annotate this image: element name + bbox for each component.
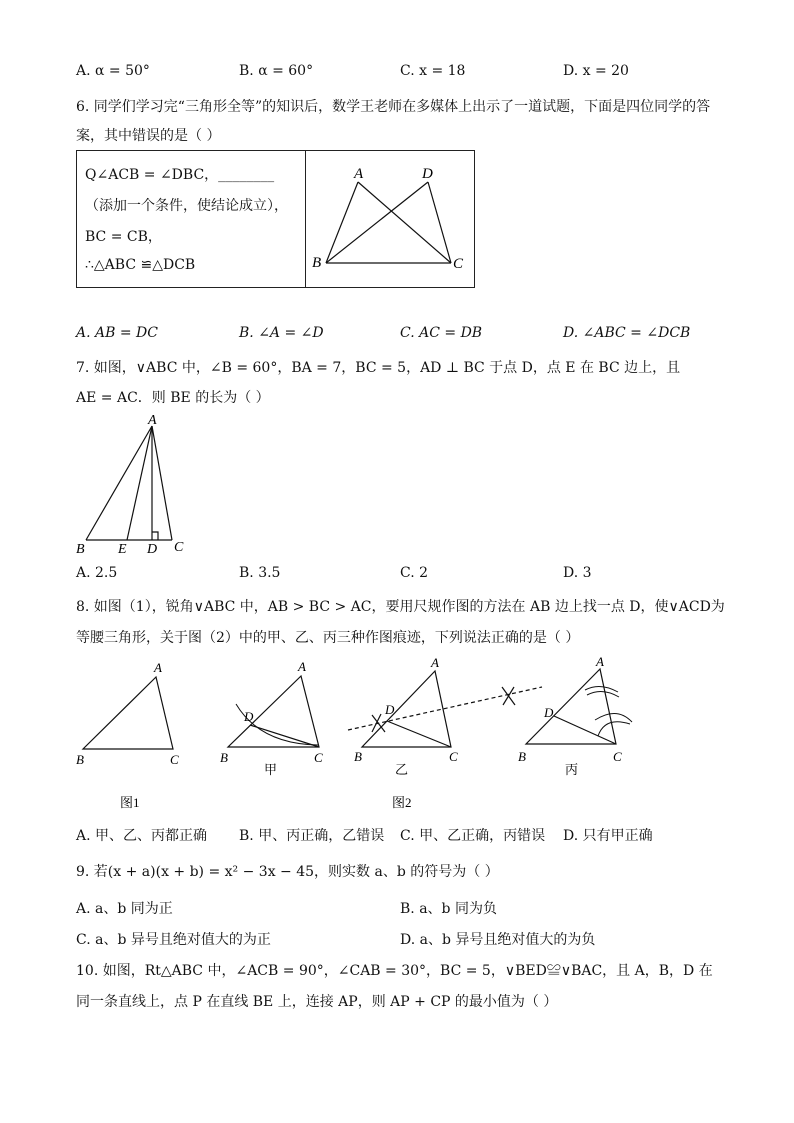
q8-figures: [70, 652, 650, 812]
q8-fig1-label-a: A: [154, 660, 162, 675]
q9-option-a: A. a、b 同为正: [76, 901, 173, 917]
q8-yi-label-a: A: [431, 655, 439, 670]
q8-bing-label-d: D: [544, 705, 554, 720]
q8-bing-label-b: B: [518, 749, 526, 764]
q8-stem-line2: 等腰三角形，关于图（2）中的甲、乙、丙三种作图痕迹，下列说法正确的是（ ）: [76, 630, 580, 646]
q6-problem-box: [76, 150, 475, 288]
q8-yi-label-d: D: [385, 702, 395, 717]
q7-label-d: D: [147, 542, 158, 556]
q8-panel-yi: 乙: [395, 762, 409, 777]
q8-jia-label-b: B: [220, 750, 228, 765]
q7-label-b: B: [76, 542, 85, 556]
q8-jia-label-a: A: [298, 659, 306, 674]
q8-stem-line1: 8. 如图（1），锐角∨ABC 中，AB > BC > AC，要用尺规作图的方法在 AB 边上找一点 D，使∨ACD为: [76, 599, 725, 615]
q6-box-blank: ________: [218, 167, 275, 183]
q8-yi-label-b: B: [354, 749, 362, 764]
q6-label-b: B: [312, 255, 322, 271]
q6-box-line2: （添加一个条件，使结论成立），: [85, 198, 288, 214]
q7-figure: [70, 408, 200, 556]
q6-box-line1: [85, 164, 274, 184]
q6-option-b: B. ∠A = ∠D: [239, 325, 324, 341]
q6-stem-line1: 6. 同学们学习完“三角形全等”的知识后，数学王老师在多媒体上出示了一道试题，下面是四位同学的答: [76, 99, 711, 115]
q8-jia-label-c: C: [314, 750, 323, 765]
q7-stem-line1: 7. 如图，∨ABC 中，∠B = 60°，BA = 7，BC = 5，AD ⊥ BC 于点 D，点 E 在 BC 边上，且: [76, 360, 681, 376]
q10-stem-line1: 10. 如图，Rt△ABC 中，∠ACB = 90°，∠CAB = 30°，BC = 5，∨BED≌∨BAC，且 A，B，D 在: [76, 963, 713, 979]
q6-box-given: Q∠ACB = ∠DBC，: [85, 167, 219, 183]
q6-option-c: C. AC = DB: [400, 325, 483, 341]
q8-bing-label-c: C: [613, 749, 622, 764]
q7-label-c: C: [174, 540, 184, 555]
q5-option-c: C. x = 18: [400, 63, 466, 79]
q6-label-c: C: [453, 256, 464, 272]
q9-stem: 9. 若(x + a)(x + b) = x² − 3x − 45，则实数 a、b 的符号为（ ）: [76, 864, 499, 880]
q6-option-a: A. AB = DC: [76, 325, 158, 341]
q9-option-d: D. a、b 异号且绝对值大的为负: [400, 932, 596, 948]
q8-panel-jia: 甲: [264, 762, 278, 777]
q6-label-a: A: [354, 166, 364, 182]
q8-option-b: B. 甲、丙正确，乙错误: [239, 828, 385, 844]
q6-figure: [306, 151, 474, 287]
q5-option-d: D. x = 20: [563, 63, 629, 79]
q8-option-d: D. 只有甲正确: [563, 828, 653, 844]
q8-fig1-label-b: B: [76, 752, 84, 767]
q7-option-b: B. 3.5: [239, 565, 281, 581]
q7-label-a: A: [148, 413, 157, 428]
q8-yi-label-c: C: [449, 749, 458, 764]
q9-option-c: C. a、b 异号且绝对值大的为正: [76, 932, 271, 948]
q9-option-b: B. a、b 同为负: [400, 901, 497, 917]
q8-panel-bing: 丙: [565, 762, 579, 777]
q6-label-d: D: [422, 166, 433, 182]
q6-box-line3: BC = CB，: [85, 229, 162, 245]
q8-fig2-caption: 图2: [392, 795, 412, 810]
q8-bing-label-a: A: [596, 654, 604, 669]
q7-option-d: D. 3: [563, 565, 592, 581]
q8-option-a: A. 甲、乙、丙都正确: [76, 828, 208, 844]
q6-box-line4: ∴△ABC ≌△DCB: [85, 257, 196, 273]
q8-jia-label-d: D: [244, 709, 254, 724]
q7-option-a: A. 2.5: [76, 565, 118, 581]
q8-fig1-caption: 图1: [120, 795, 140, 810]
q5-option-a: A. α = 50°: [76, 63, 150, 79]
q10-stem-line2: 同一条直线上，点 P 在直线 BE 上，连接 AP，则 AP + CP 的最小值为（ ）: [76, 994, 558, 1010]
q7-stem-line2: AE = AC．则 BE 的长为（ ）: [76, 390, 270, 406]
q7-option-c: C. 2: [400, 565, 429, 581]
q5-option-b: B. α = 60°: [239, 63, 314, 79]
q8-fig1-label-c: C: [170, 752, 179, 767]
q6-stem-line2: 案，其中错误的是（ ）: [76, 128, 221, 144]
q7-label-e: E: [118, 542, 127, 556]
q6-option-d: D. ∠ABC = ∠DCB: [563, 325, 691, 341]
q8-option-c: C. 甲、乙正确，丙错误: [400, 828, 546, 844]
